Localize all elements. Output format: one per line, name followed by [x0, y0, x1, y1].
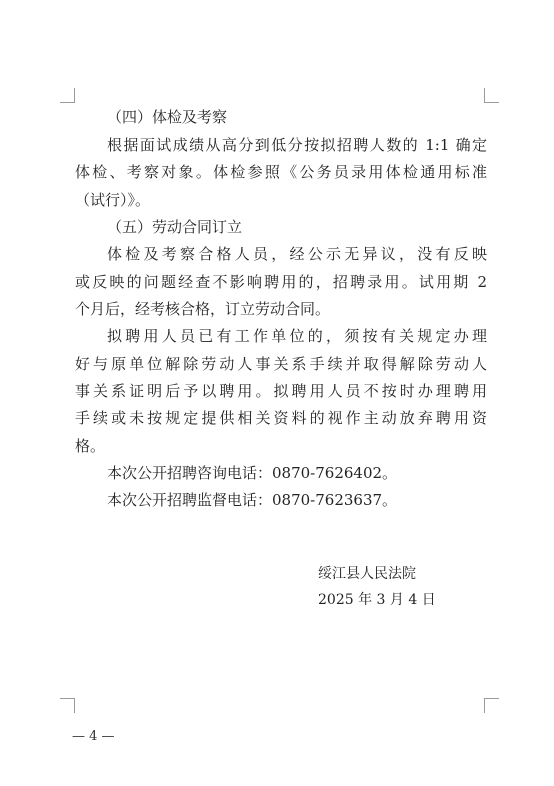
section-5-heading: （五）劳动合同订立 — [107, 218, 243, 236]
section-5-paragraph-line: 拟聘用人员已有工作单位的，须按有关规定办理 — [107, 327, 487, 345]
section-4-line: 体检、考察对象。体检参照《公务员录用体检通用标准 — [75, 163, 487, 181]
section-5-paragraph-line: 个月后，经考核合格，订立劳动合同。 — [75, 300, 331, 318]
section-5-paragraph-line: 好与原单位解除劳动人事关系手续并取得解除劳动人 — [75, 355, 487, 373]
section-5-paragraph-line: 或反映的问题经查不影响聘用的，招聘录用。试用期 2 — [75, 273, 487, 291]
section-4-heading: （四）体检及考察 — [107, 108, 228, 126]
section-4-line: （试行）》。 — [75, 191, 151, 209]
crop-mark-top-left — [60, 88, 75, 103]
section-5-paragraph-line: 格。 — [75, 437, 106, 455]
signature-date: 2025 年 3 月 4 日 — [318, 592, 436, 608]
consult-phone: 本次公开招聘咨询电话：0870-7626402。 — [107, 464, 398, 482]
signature-organization: 绥江县人民法院 — [318, 566, 416, 582]
section-5-paragraph-line: 手续或未按规定提供相关资料的视作主动放弃聘用资 — [75, 409, 487, 427]
crop-mark-top-right — [484, 88, 499, 103]
supervise-phone: 本次公开招聘监督电话：0870-7623637。 — [107, 491, 398, 509]
page-number: — 4 — — [72, 729, 115, 744]
section-5-paragraph-line: 事关系证明后予以聘用。拟聘用人员不按时办理聘用 — [75, 382, 487, 400]
section-5-paragraph-line: 体检及考察合格人员，经公示无异议，没有反映 — [107, 245, 487, 263]
section-4-line: 根据面试成绩从高分到低分按拟招聘人数的 1:1 确定 — [107, 136, 487, 154]
crop-mark-bottom-left — [60, 698, 75, 713]
crop-mark-bottom-right — [484, 698, 499, 713]
